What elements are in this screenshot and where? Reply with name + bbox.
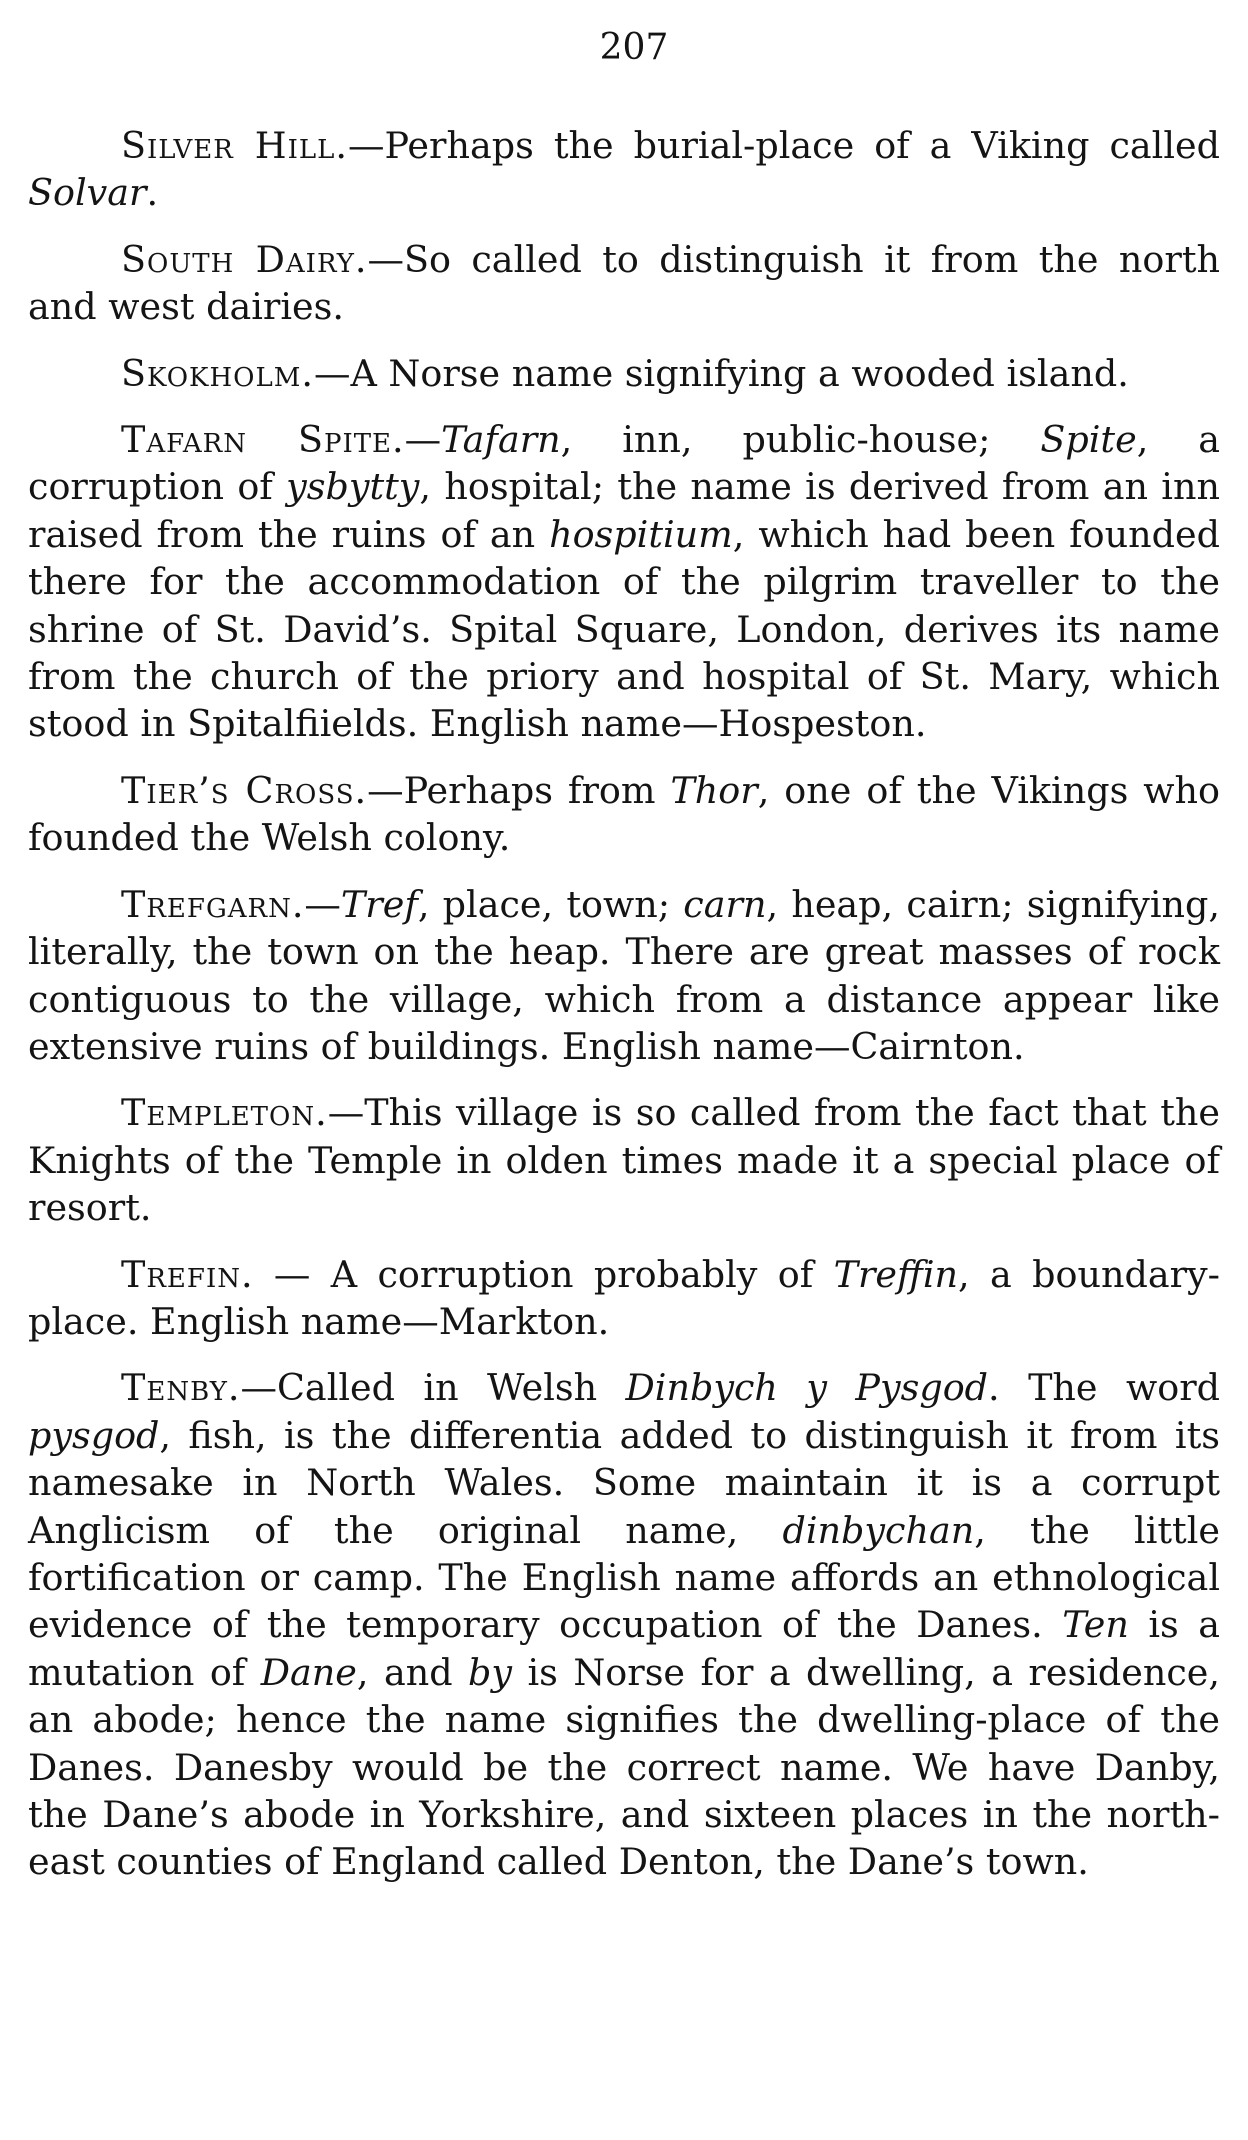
glossary-entry [28,236,1220,331]
entry-text: , hospital; the name is derived from an inn raised from the ruins of an [28,465,1220,556]
entry-headword: Tier’s Cross. [121,768,368,812]
entry-headword: Tafarn Spite. [121,418,405,462]
entry-text: —Perhaps from [367,768,671,812]
glossary-entry [28,1251,1220,1346]
entry-text: , inn, public-house; [560,418,1041,462]
italic-term: Spite [1040,418,1137,462]
entry-text: — [304,882,341,926]
entry-text: , a boundary-place. English name—Markton. [28,1252,1220,1343]
entry-text: — A corruption probably of [253,1252,834,1296]
entry-headword: Trefin. [121,1252,254,1296]
page-number: 207 [599,27,669,68]
entry-text: —Perhaps the burial-place of a Viking called [348,124,1220,167]
italic-term: pysgod [28,1413,160,1457]
glossary-entry [28,1089,1220,1231]
italic-term: Treffin [833,1252,959,1296]
italic-term: Tref [340,882,418,926]
glossary-entry [28,416,1220,748]
italic-term: by [468,1650,513,1694]
entry-text: , the little fortification or camp. The English name affords an ethnological evidence of the temporary occupation of the Danes. [28,1508,1220,1647]
italic-term: dinbychan [782,1508,975,1552]
entry-text: , heap, cairn; signifying, literally, the town on the heap. There are great masses of rock contiguous to the village, which from a distance appear like extensive ruins of buildings. English name—Cairnton. [28,882,1220,1068]
glossary-entry [28,1364,1220,1885]
entry-text: —This village is so called from the fact that the Knights of the Temple in olden times made it a special place of resort. [28,1091,1220,1230]
entry-text: . The word [988,1366,1221,1410]
entry-text: is a mutation of [28,1603,1221,1694]
italic-term: Dane [260,1650,357,1694]
italic-term: Thor [670,768,758,812]
entry-headword: Trefgarn. [121,882,305,926]
entry-text: , a corruption of [28,418,1220,509]
entry-text: . [146,171,159,215]
glossary-entry [28,767,1220,862]
entry-text: , one of the Vikings who founded the Welsh colony. [28,768,1220,860]
entry-text: —A Norse name signifying a wooded island. [313,351,1129,395]
entry-text: , fish, is the differentia added to distinguish it from its namesake in North Wales. Some maintain it is a corrupt Anglicism of the original name, [28,1413,1220,1552]
entry-text: , and [356,1650,469,1694]
entry-text: , place, town; [417,882,684,926]
italic-term: ysbytty [286,465,420,509]
entry-headword: Tenby. [121,1366,241,1410]
italic-term: Ten [1062,1603,1129,1647]
glossary-entry [28,350,1220,397]
glossary-entry [28,881,1220,1071]
entry-text: —So called to distinguish it from the north and west dairies. [28,237,1220,329]
entry-text: —Called in Welsh [240,1366,626,1410]
entry-text: , which had been founded there for the accommodation of the pilgrim traveller to the shrine of St. David’s. Spital Square, London, derives its name from the church of the priory and hospital of St. Mary, which stood in Spitalfiields. English name—Hospeston. [28,512,1221,746]
italic-term: Dinbych y Pysgod [625,1366,989,1410]
glossary-entry [28,122,1220,217]
italic-term: carn [683,882,767,926]
italic-term: Solvar [28,171,147,215]
entry-headword: South Dairy. [121,237,368,281]
entry-headword: Skokholm. [121,351,314,395]
italic-term: Tafarn [441,418,561,462]
entry-text: is Norse for a dwelling, a residence, an abode; hence the name signifies the dwelling-place of the Danes. Danesby would be the correct name. We have Danby, the Dane’s abode in Yorkshire, and sixteen places in the north-east counties of England called Denton, the Dane’s town. [28,1650,1220,1884]
entry-text: — [404,418,442,462]
italic-term: hospitium [549,512,733,556]
entry-headword: Templeton. [121,1091,328,1135]
glossary-entries [28,122,1220,1886]
entry-headword: Silver Hill. [121,124,349,167]
